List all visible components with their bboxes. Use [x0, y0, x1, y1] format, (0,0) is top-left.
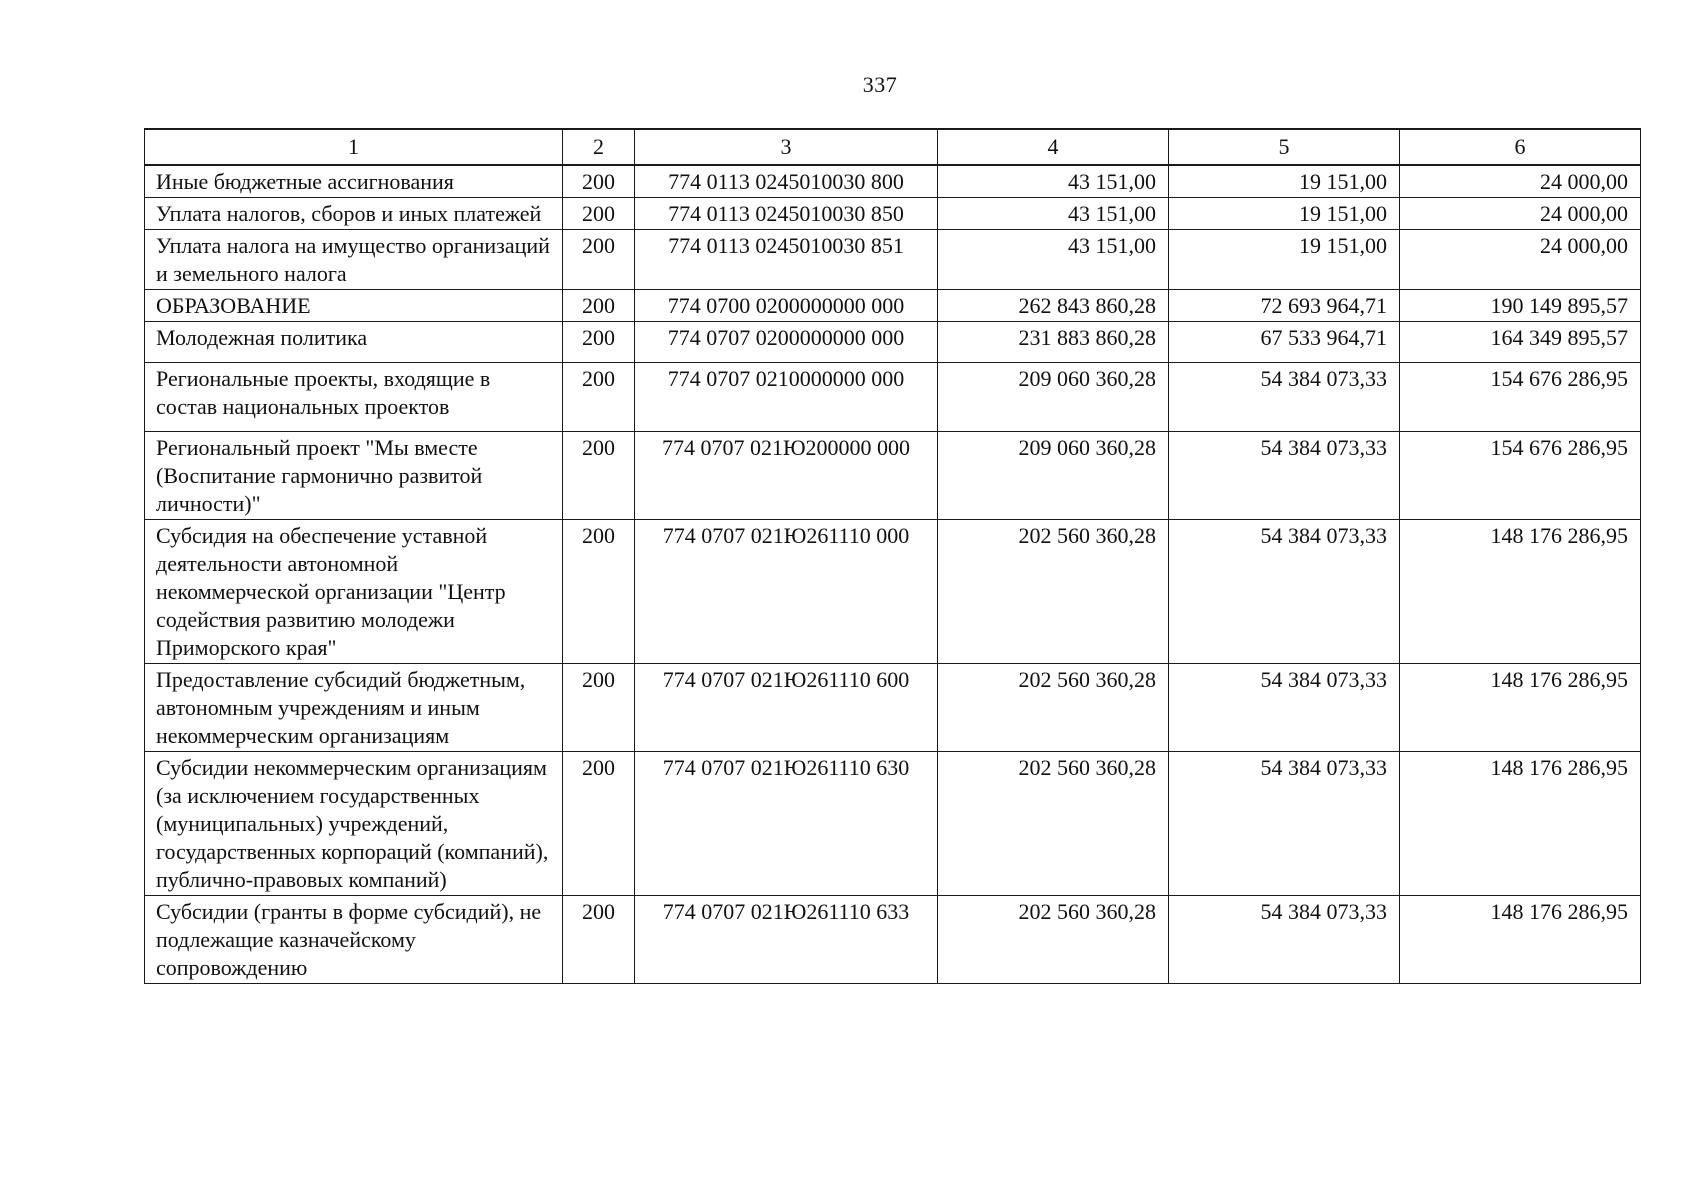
row-col5-amount: 54 384 073,33 [1169, 432, 1400, 520]
column-header-1: 1 [145, 129, 563, 165]
row-col4-amount: 202 560 360,28 [938, 752, 1169, 896]
row-col6-amount: 190 149 895,57 [1400, 290, 1641, 322]
row-classification: 774 0113 0245010030 800 [635, 165, 938, 198]
row-col4-amount: 202 560 360,28 [938, 520, 1169, 664]
row-classification: 774 0707 021Ю261110 630 [635, 752, 938, 896]
row-name: Региональные проекты, входящие в состав национальных проектов [145, 363, 563, 432]
row-col4-amount: 202 560 360,28 [938, 664, 1169, 752]
table-row [145, 290, 1641, 322]
row-code: 200 [563, 896, 635, 984]
row-name: Уплата налога на имущество организаций и земельного налога [145, 230, 563, 290]
row-code: 200 [563, 290, 635, 322]
column-header-4: 4 [938, 129, 1169, 165]
row-col5-amount: 54 384 073,33 [1169, 752, 1400, 896]
table-row [145, 664, 1641, 752]
table-row [145, 432, 1641, 520]
table-row [145, 198, 1641, 230]
row-col6-amount: 24 000,00 [1400, 230, 1641, 290]
row-col4-amount: 43 151,00 [938, 198, 1169, 230]
row-col6-amount: 154 676 286,95 [1400, 363, 1641, 432]
table-row [145, 363, 1641, 432]
row-code: 200 [563, 322, 635, 363]
row-name: Иные бюджетные ассигнования [145, 165, 563, 198]
row-col5-amount: 19 151,00 [1169, 165, 1400, 198]
row-col5-amount: 19 151,00 [1169, 230, 1400, 290]
row-col6-amount: 154 676 286,95 [1400, 432, 1641, 520]
table-row [145, 896, 1641, 984]
page-number: 337 [862, 72, 898, 97]
header-row [145, 129, 1641, 165]
column-header-5: 5 [1169, 129, 1400, 165]
row-classification: 774 0707 0210000000 000 [635, 363, 938, 432]
row-col5-amount: 67 533 964,71 [1169, 322, 1400, 363]
row-code: 200 [563, 432, 635, 520]
row-col4-amount: 231 883 860,28 [938, 322, 1169, 363]
row-classification: 774 0707 021Ю261110 000 [635, 520, 938, 664]
row-col6-amount: 148 176 286,95 [1400, 752, 1641, 896]
row-col6-amount: 24 000,00 [1400, 198, 1641, 230]
table-row [145, 752, 1641, 896]
table-row [145, 322, 1641, 363]
row-name: Молодежная политика [145, 322, 563, 363]
row-name: Предоставление субсидий бюджетным, автономным учреждениям и иным некоммерческим организациям [145, 664, 563, 752]
row-col5-amount: 54 384 073,33 [1169, 664, 1400, 752]
row-col4-amount: 43 151,00 [938, 230, 1169, 290]
row-col6-amount: 24 000,00 [1400, 165, 1641, 198]
row-classification: 774 0707 0200000000 000 [635, 322, 938, 363]
row-code: 200 [563, 520, 635, 664]
row-name: ОБРАЗОВАНИЕ [145, 290, 563, 322]
table-header [145, 129, 1641, 165]
row-classification: 774 0707 021Ю261110 633 [635, 896, 938, 984]
row-col4-amount: 209 060 360,28 [938, 363, 1169, 432]
row-name: Субсидии (гранты в форме субсидий), не подлежащие казначейскому сопровождению [145, 896, 563, 984]
row-classification: 774 0707 021Ю261110 600 [635, 664, 938, 752]
table-body [145, 165, 1641, 984]
table-row [145, 520, 1641, 664]
row-col5-amount: 54 384 073,33 [1169, 896, 1400, 984]
row-col4-amount: 262 843 860,28 [938, 290, 1169, 322]
row-col5-amount: 19 151,00 [1169, 198, 1400, 230]
row-code: 200 [563, 363, 635, 432]
row-col5-amount: 54 384 073,33 [1169, 520, 1400, 664]
row-col6-amount: 164 349 895,57 [1400, 322, 1641, 363]
row-name: Субсидия на обеспечение уставной деятельности автономной некоммерческой организации "Центр содействия развитию молодежи Приморского края" [145, 520, 563, 664]
column-header-2: 2 [563, 129, 635, 165]
row-name: Субсидии некоммерческим организациям (за исключением государственных (муниципальных) учреждений, государственных корпораций (компаний), публично-правовых компаний) [145, 752, 563, 896]
row-code: 200 [563, 198, 635, 230]
row-name: Региональный проект "Мы вместе (Воспитание гармонично развитой личности)" [145, 432, 563, 520]
budget-table [144, 128, 1641, 984]
row-name: Уплата налогов, сборов и иных платежей [145, 198, 563, 230]
row-col4-amount: 209 060 360,28 [938, 432, 1169, 520]
row-col5-amount: 54 384 073,33 [1169, 363, 1400, 432]
row-code: 200 [563, 752, 635, 896]
row-code: 200 [563, 230, 635, 290]
row-col4-amount: 43 151,00 [938, 165, 1169, 198]
row-col6-amount: 148 176 286,95 [1400, 664, 1641, 752]
row-code: 200 [563, 165, 635, 198]
row-code: 200 [563, 664, 635, 752]
row-col6-amount: 148 176 286,95 [1400, 896, 1641, 984]
row-classification: 774 0113 0245010030 850 [635, 198, 938, 230]
row-col4-amount: 202 560 360,28 [938, 896, 1169, 984]
column-header-3: 3 [635, 129, 938, 165]
column-header-6: 6 [1400, 129, 1641, 165]
row-classification: 774 0707 021Ю200000 000 [635, 432, 938, 520]
row-classification: 774 0700 0200000000 000 [635, 290, 938, 322]
table-row [145, 165, 1641, 198]
row-col6-amount: 148 176 286,95 [1400, 520, 1641, 664]
table-row [145, 230, 1641, 290]
row-classification: 774 0113 0245010030 851 [635, 230, 938, 290]
row-col5-amount: 72 693 964,71 [1169, 290, 1400, 322]
